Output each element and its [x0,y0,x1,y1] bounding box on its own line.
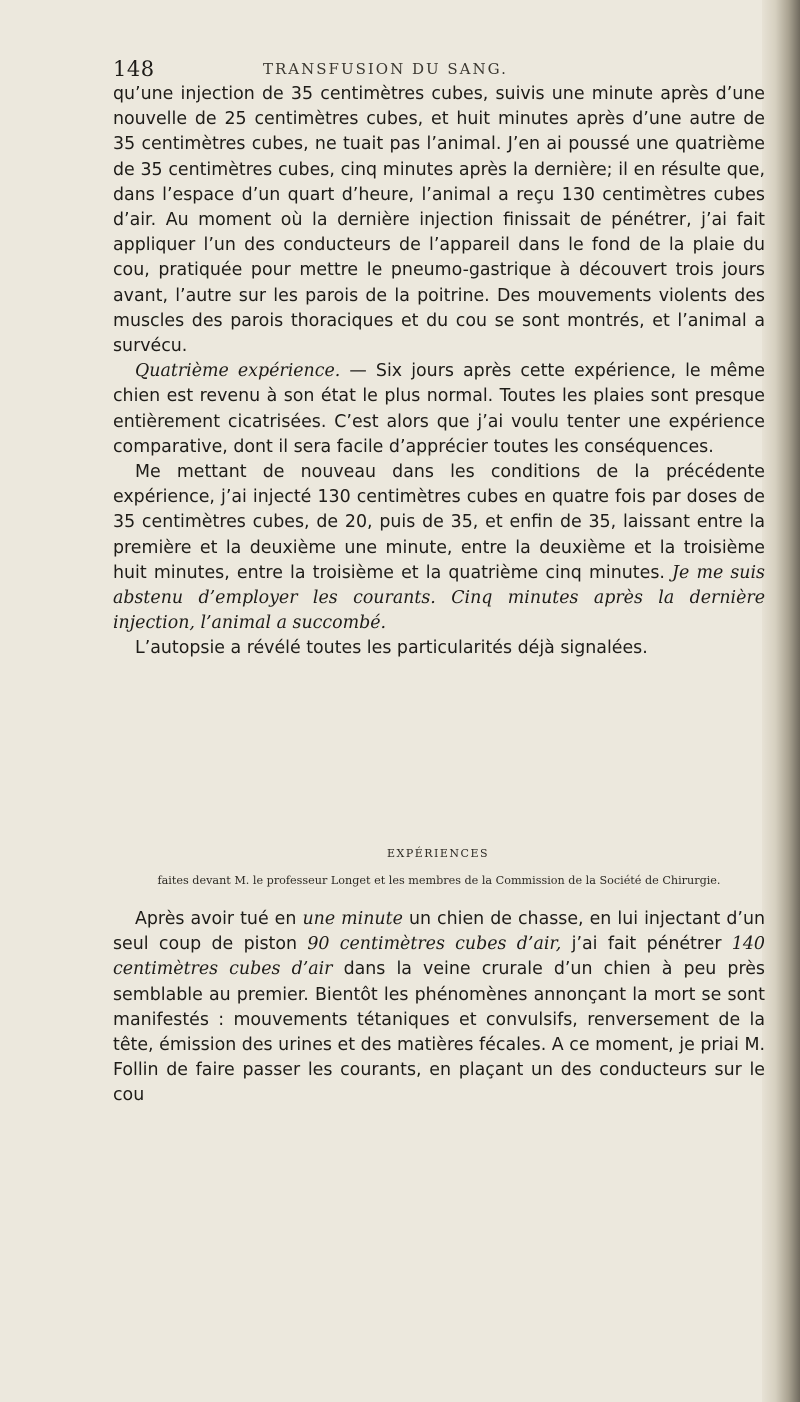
second-text-block [113,907,765,1109]
paragraph-comparative [113,460,765,636]
experiment-heading: Quatrième expérience. [135,361,341,382]
main-text-block [113,82,765,662]
italic-run: 90 centimètres cubes d’air, [307,934,562,955]
italic-run: 140 centimètres cubes d’air [113,934,765,980]
page-gutter-shadow [762,0,800,1402]
paragraph-hunting-dog [113,907,765,1109]
italic-run: une minute [302,909,403,929]
text-run: un chien de chasse, en lui injectant d’un seul coup de piston [113,909,766,955]
text-run: dans la veine crurale d’un chien à peu près semblable au premier. Bientôt les phénomènes annonçant la mort se sont manifestés : mouvements tétaniques et convulsifs, renversement de la tête, émission des urines et des matières fécales. A ce moment, je priai M. Follin de faire passer les courants, en plaçant un des conducteurs sur le cou [113,959,765,1106]
experiment-text: — Six jours après cette expérience, le même chien est revenu à son état le plus normal. Toutes les plaies sont presque entièrement cicatrisées. C’est alors que j’ai voulu tenter une expérience comparative, dont il sera facile d’apprécier toutes les conséquences. [113,361,765,457]
page-number: 148 [113,57,155,81]
running-title: TRANSFUSION DU SANG. [263,60,508,78]
text-run: Après avoir tué en [135,909,303,929]
paragraph-autopsy: L’autopsie a révélé toutes les particularités déjà signalées. [135,638,648,659]
section-title: EXPÉRIENCES [386,847,490,860]
section-subtitle: faites devant M. le professeur Longet et les membres de la Commission de la Société de Chirurgie. [157,874,721,887]
running-header [113,54,763,84]
text-run: j’ai fait pénétrer [561,934,732,955]
comparative-italic: Je me suis abstenu d’employer les courants. Cinq minutes après la dernière injection, l’animal a succombé. [113,562,765,634]
comparative-text: Me mettant de nouveau dans les conditions de la précédente expérience, j’ai injecté 130 centimètres cubes en quatre fois par doses de 35 centimètres cubes, de 20, puis de 35, et enfin de 35, laissant entre la première et la deuxième une minute, entre la deuxième et la troisième huit minutes, entre la troisième et la quatrième cinq minutes. [113,462,765,583]
paragraph-continuation: qu’une injection de 35 centimètres cubes, suivis une minute après d’une nouvelle de 25 centimètres cubes, et huit minutes après d’une autre de 35 centimètres cubes, ne tuait pas l’animal. J’en ai poussé une quatrième de 35 centimètres cubes, cinq minutes après la dernière; il en résulte que, dans l’espace d’un quart d’heure, l’animal a reçu 130 centimètres cubes d’air. Au moment où la dernière injection finissait de pénétrer, j’ai fait appliquer l’un des conducteurs de l’appareil dans le fond de la plaie du cou, pratiquée pour mettre le pneumo-gastrique à découvert trois jours avant, l’autre sur les parois de la poitrine. Des mouvements violents des muscles des parois thoraciques et du cou se sont montrés, et l’animal a survécu. [113,84,765,357]
paragraph-fourth-experiment [113,359,765,460]
